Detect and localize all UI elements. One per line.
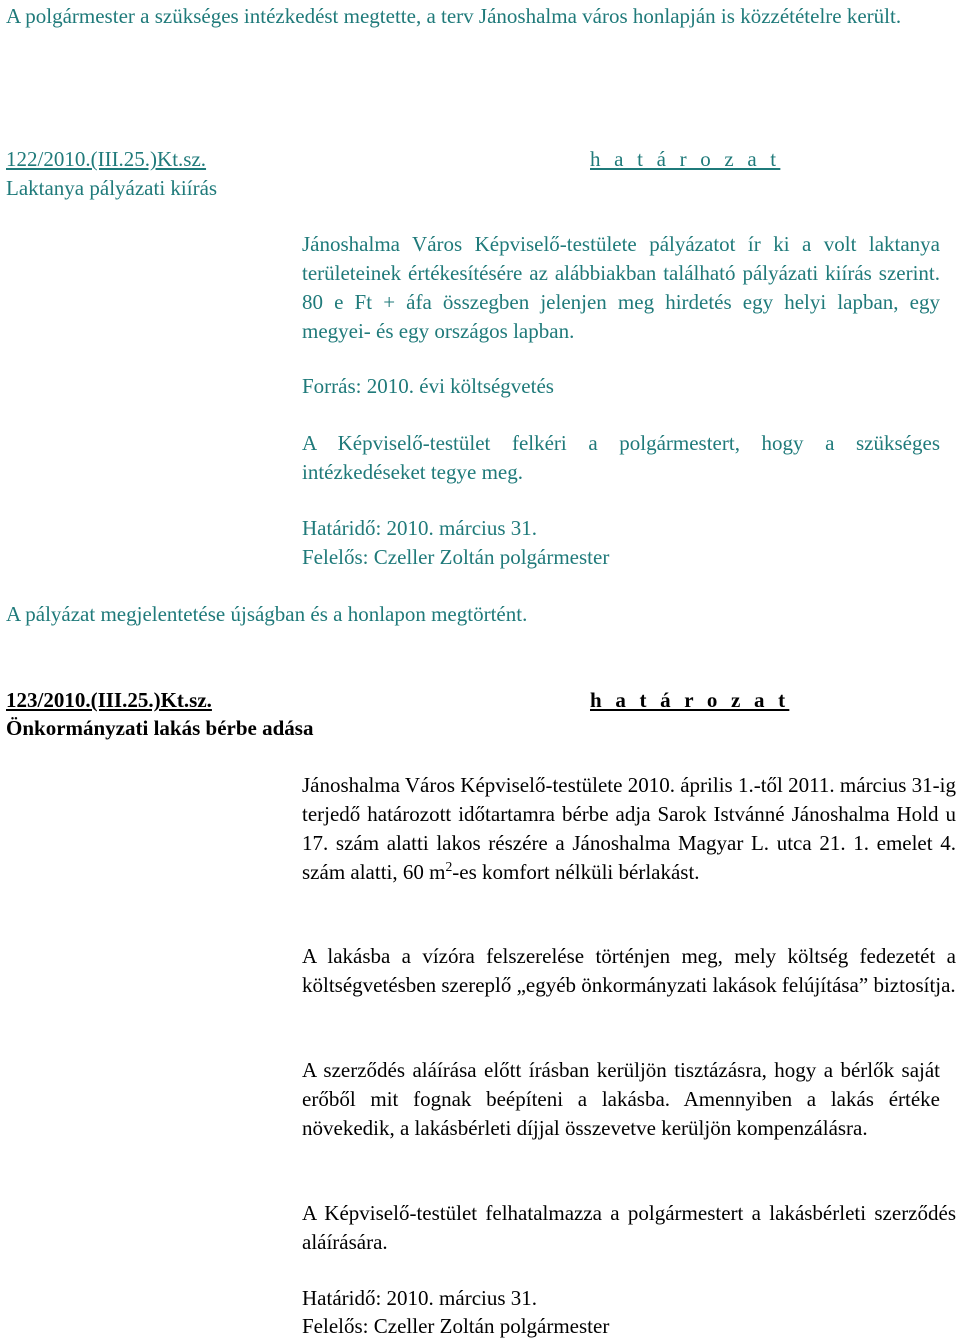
resolution-deadline: Határidő: 2010. március 31. bbox=[302, 1286, 538, 1310]
resolution-responsible: Felelős: Czeller Zoltán polgármester bbox=[302, 545, 610, 569]
resolution-subject: Laktanya pályázati kiírás bbox=[6, 176, 218, 200]
resolution-subject: Önkormányzati lakás bérbe adása bbox=[6, 716, 314, 740]
resolution-body: Jánoshalma Város Képviselő-testülete pályázatot ír ki a volt laktanya területeinek értékesítésére az alábbiakban található pályázati kiírás szerint. 80 e Ft + áfa összegben jelenjen meg hirdetés egy helyi lapban, egy megyei- és egy országos lapban. bbox=[302, 232, 940, 343]
resolution-heading: h a t á r o z a t bbox=[590, 147, 781, 171]
resolution-responsible: Felelős: Czeller Zoltán polgármester bbox=[302, 1314, 610, 1338]
resolution-paragraph: A szerződés aláírása előtt írásban kerüljön tisztázásra, hogy a bérlők saját erőből mit fognak beépíteni a lakásba. Amennyiben a lakás értéke növekedik, a lakásbérleti díjjal összevetve kerüljön kompenzálásra. bbox=[302, 1058, 940, 1140]
resolution-number: 122/2010.(III.25.)Kt.sz. bbox=[6, 147, 207, 171]
body-text: Jánoshalma Város Képviselő-testülete 2010. április 1.-től 2011. március 31-ig terjedő határozott időtartamra bérbe adja Sarok Istvánné Jánoshalma Hold u 17. szám alatti lakos részére a Jánoshalma Magyar L. utca 21. 1. emelet 4. szám alatti, 60 m bbox=[302, 773, 956, 884]
resolution-request: A Képviselő-testület felkéri a polgármestert, hogy a szükséges intézkedéseket tegye meg. bbox=[302, 431, 940, 484]
superscript-2: 2 bbox=[445, 859, 453, 874]
resolution-body bbox=[302, 771, 956, 887]
resolution-heading: h a t á r o z a t bbox=[590, 688, 790, 712]
resolution-source: Forrás: 2010. évi költségvetés bbox=[302, 374, 554, 398]
body-text-end: -es komfort nélküli bérlakást. bbox=[452, 860, 700, 884]
resolution-paragraph: A lakásba a vízóra felszerelése történjen meg, mely költség fedezetét a költségvetésben szereplő „egyéb önkormányzati lakások felújítása” biztosítja. bbox=[302, 944, 956, 997]
intro-note: A polgármester a szükséges intézkedést megtette, a terv Jánoshalma város honlapján is közzétételre került. bbox=[6, 4, 902, 28]
resolution-deadline: Határidő: 2010. március 31. bbox=[302, 516, 538, 540]
resolution-status-note: A pályázat megjelentetése újságban és a honlapon megtörtént. bbox=[6, 602, 528, 626]
resolution-paragraph: A Képviselő-testület felhatalmazza a polgármestert a lakásbérleti szerződés aláírására. bbox=[302, 1201, 956, 1254]
resolution-number: 123/2010.(III.25.)Kt.sz. bbox=[6, 688, 212, 712]
